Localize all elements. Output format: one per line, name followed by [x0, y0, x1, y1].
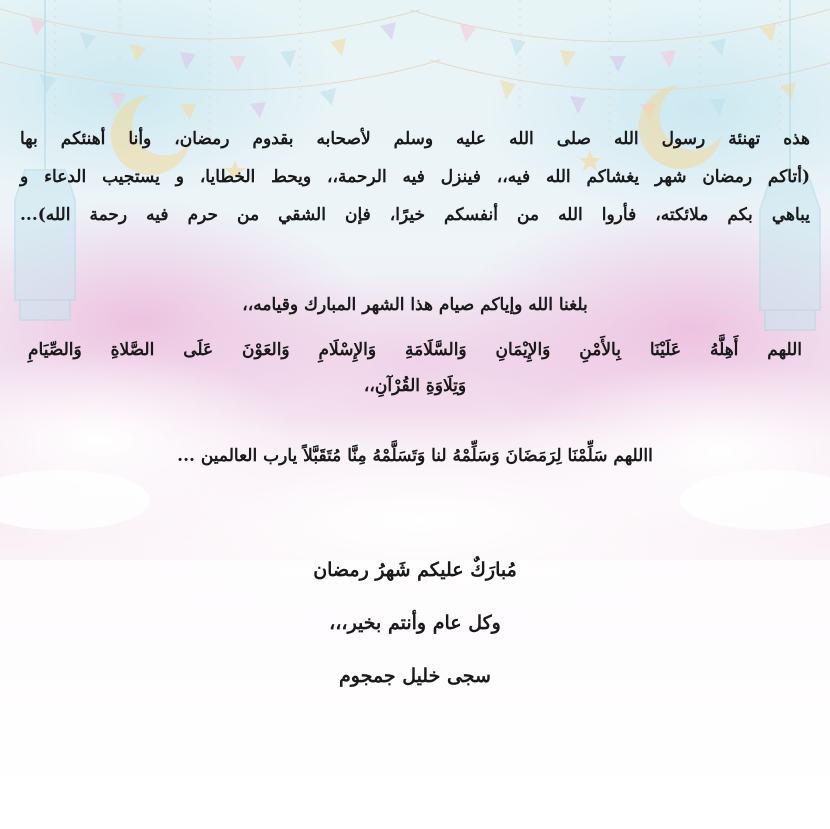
- closing-greeting: مُبارَكٌ عليكم شَهرُ رمضان: [313, 559, 517, 581]
- text-line: اللهم أَهِلَّهُ عَلَيْنَا بِالأَمْنِ وَالإِيْمَانِ وَالسَّلَامَةِ وَالإِسْلَامِ وَالعَوْنَ عَلَى الصَّلاةِ وَالصِّيَامِ: [28, 340, 802, 360]
- text-line: وَتِلَاوَةِ القُرْآنِ،،: [363, 376, 467, 396]
- hadith-paragraph: [20, 120, 810, 234]
- wish-line: [20, 286, 810, 324]
- text-line: بلغنا الله وإياكم صيام هذا الشهر المبارك وقيامه،،: [242, 295, 588, 315]
- closing-block: [20, 544, 810, 703]
- dua-line: [20, 438, 810, 474]
- text-line: االلهم سَلِّمْنَا لِرَمَضَانَ وَسَلِّمْهُ لنا وَتَسَلَّمْهُ مِنَّا مُتَقَبَّلاً يارب العالمين ...: [177, 446, 653, 466]
- closing-wish: وكل عام وأنتم بخير،،،: [329, 612, 501, 634]
- text-line: هذه تهنئة رسول الله صلى الله عليه وسلم لأصحابه بقدوم رمضان، وأنا أهنئكم بها: [20, 129, 810, 149]
- dua-paragraph: [20, 332, 810, 404]
- text-line: (أتاكم رمضان شهر يغشاكم الله فيه،، فينزل فيه الرحمة،، ويحط الخطايا، و يستجيب الدعاء و: [20, 167, 810, 187]
- text-line: يباهي بكم ملائكته، فأروا الله من أنفسكم خيرًا، فإن الشقي من حرم فيه رحمة الله)...: [20, 205, 811, 225]
- signature: سجى خليل جمجوم: [339, 665, 491, 687]
